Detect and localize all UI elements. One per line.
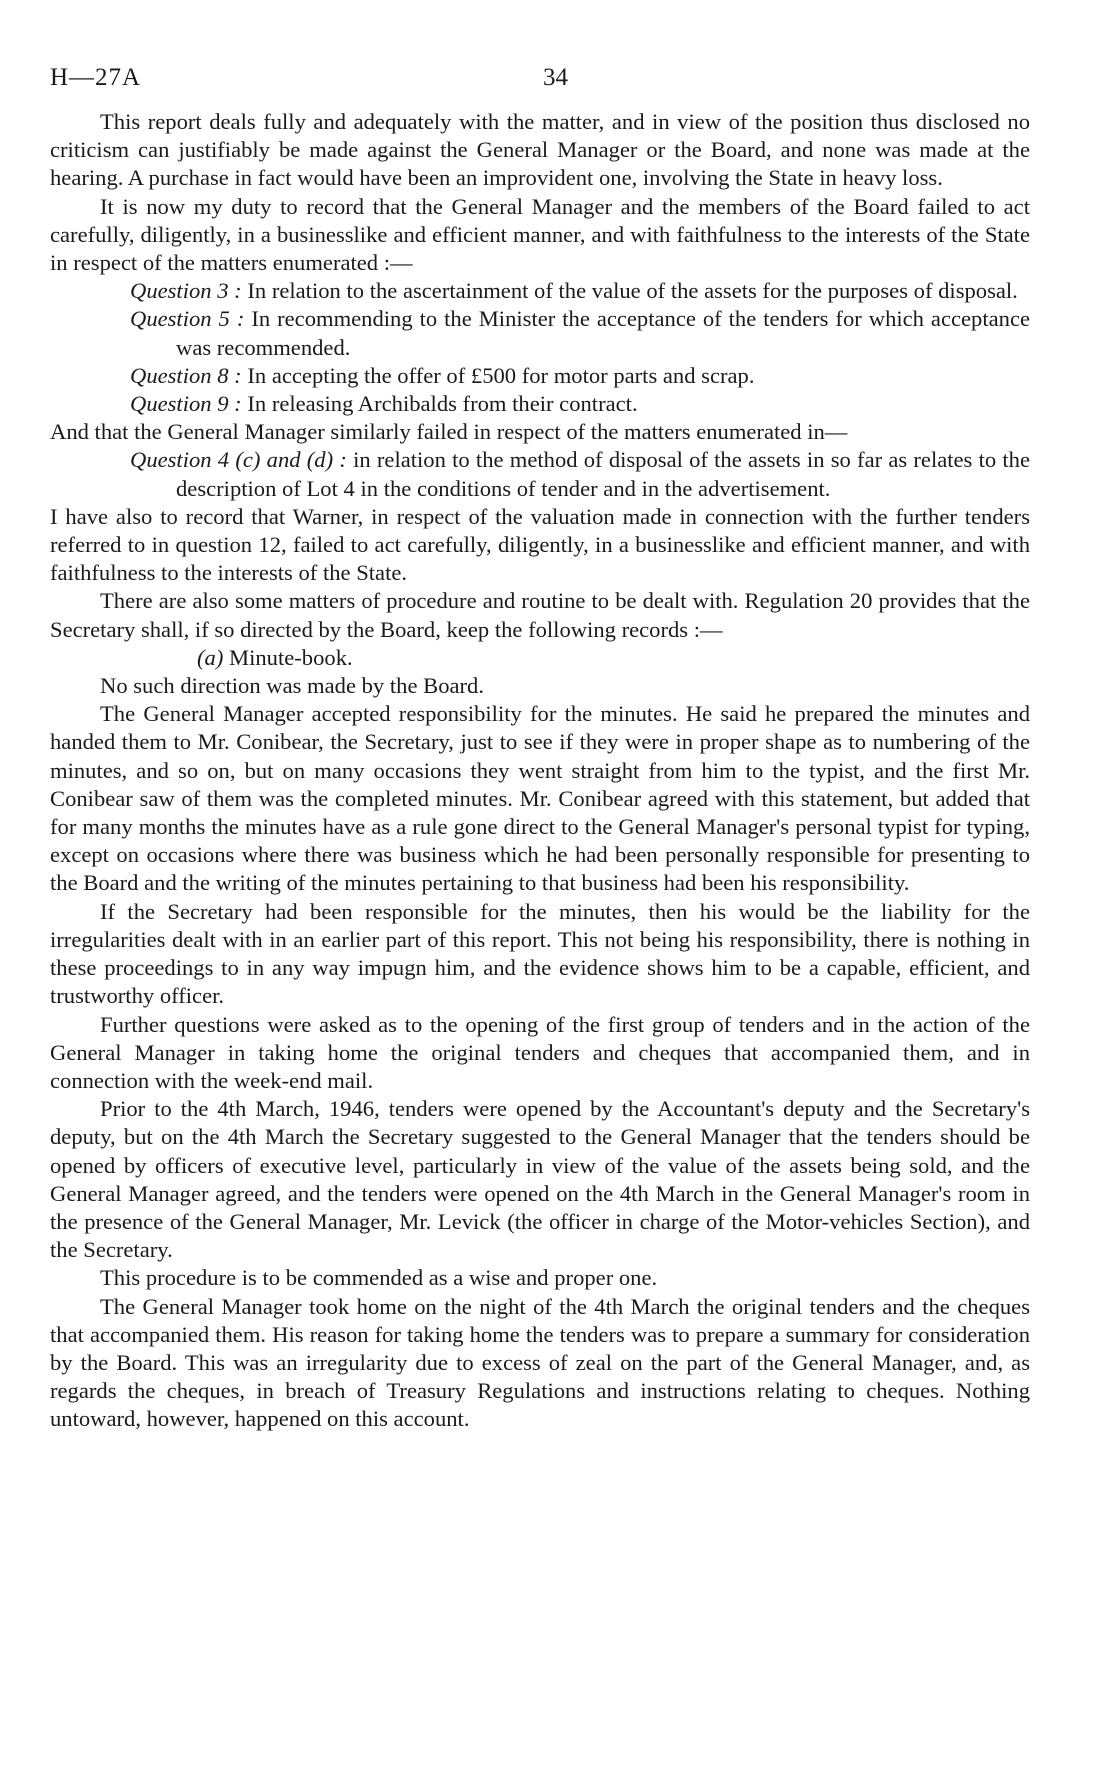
question-label: Question 9 : (130, 391, 242, 417)
list-item-a (50, 644, 1030, 672)
question-item-4 (50, 446, 1030, 502)
question-item-8 (50, 362, 1030, 390)
paragraph: This report deals fully and adequately with the matter, and in view of the position thus disclosed no criticism can justifiably be made against the General Manager or the Board, and none was made at the hearing. A purchase in fact would have been an improvident one, involving the State in heavy loss. (50, 109, 1030, 191)
question-text: In recommending to the Minister the acceptance of the tenders for which acceptance was recommended. (176, 306, 1031, 360)
question-text: In relation to the ascertainment of the value of the assets for the purposes of disposal. (247, 278, 1018, 304)
item-label: (a) (197, 644, 224, 670)
paragraph: And that the General Manager similarly failed in respect of the matters enumerated in— (50, 419, 848, 445)
question-label: Question 8 : (130, 362, 242, 388)
paragraph: This procedure is to be commended as a wise and proper one. (100, 1265, 658, 1291)
paragraph: Prior to the 4th March, 1946, tenders were opened by the Accountant's deputy and the Secretary's deputy, but on the 4th March the Secretary suggested to the General Manager that the tenders should be opened by officers of executive level, particularly in view of the value of the assets being sold, and the General Manager agreed, and the tenders were opened on the 4th March in the General Manager's room in the presence of the General Manager, Mr. Levick (the officer in charge of the Motor-vehicles Section), and the Secretary. (50, 1096, 1030, 1263)
question-label: Question 3 : (130, 278, 242, 304)
question-item-3 (50, 277, 1030, 305)
paragraph: I have also to record that Warner, in respect of the valuation made in connection with the further tenders referred to in question 12, failed to act carefully, diligently, in a businesslike and efficient manner, and with faithfulness to the interests of the State. (50, 503, 1030, 586)
page-header (50, 64, 1030, 108)
paragraph: There are also some matters of procedure and routine to be dealt with. Regulation 20 provides that the Secretary shall, if so directed by the Board, keep the following records :— (50, 588, 1030, 642)
question-label: Question 5 : (130, 306, 245, 332)
paragraph: Further questions were asked as to the opening of the first group of tenders and in the action of the General Manager in taking home the original tenders and cheques that accompanied them, and in connection with the week-end mail. (50, 1011, 1030, 1093)
document-reference: H—27A (50, 64, 142, 91)
paragraph: No such direction was made by the Board. (100, 673, 484, 699)
page-number: 34 (543, 64, 568, 91)
question-item-9 (50, 390, 1030, 418)
paragraph: It is now my duty to record that the General Manager and the members of the Board failed to act carefully, diligently, in a businesslike and efficient manner, and with faithfulness to the interests of the State in respect of the matters enumerated :— (50, 193, 1030, 276)
paragraph: If the Secretary had been responsible for the minutes, then his would be the liability for the irregularities dealt with in an earlier part of this report. This not being his responsibility, there is nothing in these proceedings to in any way impugn him, and the evidence shows him to be a capable, efficient, and trustworthy officer. (50, 898, 1030, 1009)
question-text: In accepting the offer of £500 for motor parts and scrap. (247, 362, 755, 388)
question-label: Question 4 (c) and (d) : (130, 447, 347, 473)
question-text: In releasing Archibalds from their contract. (247, 391, 638, 417)
question-item-5 (50, 305, 1030, 361)
question-text: in relation to the method of disposal of the assets in so far as relates to the description of Lot 4 in the conditions of tender and in the advertisement. (176, 447, 1030, 501)
paragraph: The General Manager took home on the night of the 4th March the original tenders and the cheques that accompanied them. His reason for taking home the tenders was to prepare a summary for consideration by the Board. This was an irregularity due to excess of zeal on the part of the General Manager, and, as regards the cheques, in breach of Treasury Regulations and instructions relating to cheques. Nothing untoward, however, happened on this account. (50, 1293, 1030, 1432)
body-text (50, 108, 1030, 1434)
item-text: Minute-book. (229, 644, 353, 670)
paragraph: The General Manager accepted responsibility for the minutes. He said he prepared the minutes and handed them to Mr. Conibear, the Secretary, just to see if they were in proper shape as to numbering of the minutes, and so on, but on many occasions they went straight from him to the typist, and the first Mr. Conibear saw of them was the completed minutes. Mr. Conibear agreed with this statement, but added that for many months the minutes have as a rule gone direct to the General Manager's personal typist for typing, except on occasions where there was business which he had been personally responsible for presenting to the Board and the writing of the minutes pertaining to that business had been his responsibility. (50, 701, 1030, 896)
